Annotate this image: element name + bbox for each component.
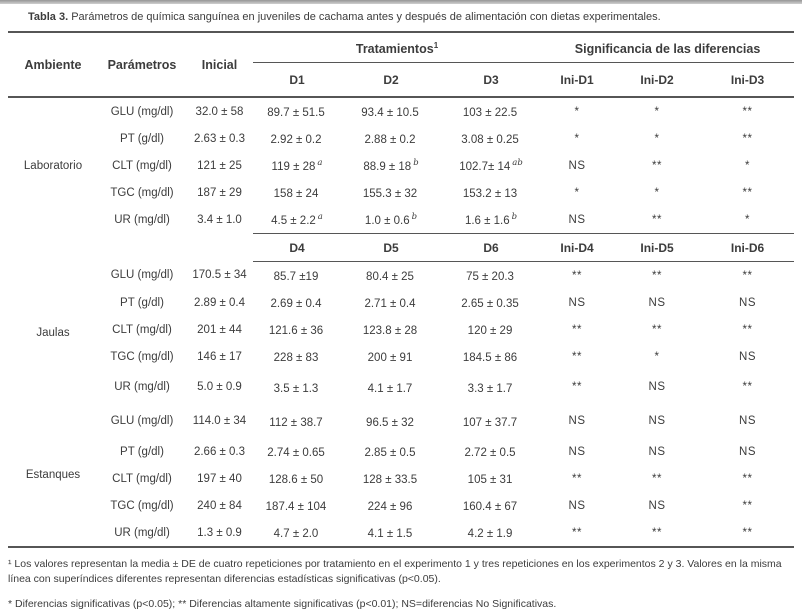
- table-row: [8, 404, 794, 438]
- table-body: [8, 97, 794, 547]
- value-cell-d1: [253, 125, 341, 152]
- value-cell-d3: [441, 206, 541, 234]
- value-cell-d1: [253, 179, 341, 206]
- value: 155.3 ± 32: [362, 188, 418, 201]
- table-row: [8, 465, 794, 492]
- table-caption-text: Parámetros de química sanguínea en juveniles de cachama antes y después de alimentación con dietas experimentales.: [68, 11, 661, 23]
- sig-cell-3: NS: [739, 415, 757, 428]
- superscript: b: [411, 212, 418, 223]
- value: 123.8 ± 28: [362, 325, 418, 338]
- value-cell-d3: [441, 125, 541, 152]
- header-significancia-group: Significancia de las diferencias: [541, 32, 794, 63]
- value: 119 ± 28: [271, 161, 316, 174]
- value-cell-d5: [341, 438, 441, 465]
- value: 3.08 ± 0.25: [461, 134, 519, 147]
- inicial-cell: 146 ± 17: [197, 350, 242, 363]
- value-cell-d1: [253, 152, 341, 179]
- sig-cell-2: **: [652, 159, 662, 172]
- inicial-cell: 1.3 ± 0.9: [186, 519, 253, 547]
- value: 2.74 ± 0.65: [267, 447, 325, 460]
- value: 4.2 ± 1.9: [467, 528, 513, 541]
- inicial-cell: 201 ± 44: [197, 323, 242, 336]
- table-row: [8, 206, 794, 234]
- table-header: [8, 32, 794, 97]
- table-caption: [28, 11, 792, 24]
- sig-cell-1: NS: [568, 499, 586, 512]
- header-d6: D6: [441, 234, 541, 262]
- param-cell: GLU (mg/dl): [110, 105, 174, 118]
- value-cell-d5: [341, 404, 441, 438]
- param-cell: TGC (mg/dl): [110, 186, 174, 199]
- value: 93.4 ± 10.5: [361, 107, 419, 120]
- sig-cell-3: **: [742, 472, 753, 485]
- header-ini-d1: Ini-D1: [541, 63, 613, 98]
- sig-cell-3: NS: [739, 445, 757, 458]
- value-cell-d5: [341, 316, 441, 343]
- table-row: [8, 370, 794, 404]
- sig-cell-1: **: [572, 269, 582, 282]
- sig-cell-2: *: [654, 132, 660, 145]
- value: 160.4 ± 67: [462, 501, 518, 514]
- param-cell: TGC (mg/dl): [110, 499, 174, 512]
- sig-cell-1: NS: [568, 213, 586, 226]
- sig-cell-2: *: [654, 350, 660, 363]
- header-ini-d4: Ini-D4: [541, 234, 613, 262]
- table-row: [8, 316, 794, 343]
- superscript: a: [317, 212, 323, 223]
- header-inicial: Inicial: [186, 32, 253, 97]
- table-row: [8, 262, 794, 290]
- inicial-cell: 121 ± 25: [197, 159, 242, 172]
- sig-cell-1: NS: [568, 415, 586, 428]
- value-cell-d4: [253, 370, 341, 404]
- value: 75 ± 20.3: [466, 271, 514, 284]
- value: 2.69 ± 0.4: [270, 298, 322, 311]
- param-cell: GLU (mg/dl): [110, 269, 174, 282]
- sig-cell-1: **: [572, 323, 582, 336]
- superscript: a: [317, 158, 323, 169]
- sig-cell-3: NS: [739, 350, 757, 363]
- param-cell: PT (g/dl): [120, 132, 164, 145]
- value-cell-d6: [441, 465, 541, 492]
- sig-cell-2: NS: [648, 296, 666, 309]
- value-cell-d4: [253, 519, 341, 547]
- table-row: [8, 97, 794, 125]
- header-d1: D1: [253, 63, 341, 98]
- value: 2.85 ± 0.5: [364, 447, 416, 460]
- inicial-cell: 2.66 ± 0.3: [193, 445, 246, 458]
- sig-cell-2: *: [654, 186, 660, 199]
- value: 1.6 ± 1.6: [464, 215, 510, 228]
- value-cell-d5: [341, 289, 441, 316]
- value-cell-d2: [341, 152, 441, 179]
- inicial-cell: 2.63 ± 0.3: [193, 132, 246, 145]
- header-ini-d6: Ini-D6: [701, 234, 794, 262]
- footnote-2: * Diferencias significativas (p<0.05); ** Diferencias altamente significativas (p<0.01); NS=diferencias No Significativas.: [8, 597, 557, 610]
- param-cell: PT (g/dl): [120, 296, 164, 309]
- sig-cell-1: *: [574, 186, 580, 199]
- sig-cell-2: **: [613, 519, 701, 547]
- param-cell: UR (mg/dl): [114, 381, 170, 394]
- value: 153.2 ± 13: [462, 188, 518, 201]
- table-row: [8, 492, 794, 519]
- value-cell-d6: [441, 316, 541, 343]
- value-cell-d2: [341, 179, 441, 206]
- value: 89.7 ± 51.5: [267, 107, 325, 120]
- value-cell-d6: [441, 262, 541, 290]
- header-d4: D4: [253, 234, 341, 262]
- sig-cell-3: **: [701, 519, 794, 547]
- value: 128.6 ± 50: [268, 474, 324, 487]
- value: 2.92 ± 0.2: [270, 134, 322, 147]
- value: 2.65 ± 0.35: [461, 298, 519, 311]
- table-row: [8, 438, 794, 465]
- sig-cell-1: **: [572, 381, 582, 394]
- value: 112 ± 38.7: [269, 416, 323, 429]
- sig-cell-1: **: [541, 519, 613, 547]
- value: 4.7 ± 2.0: [273, 528, 319, 541]
- superscript: b: [413, 158, 419, 169]
- value: 102.7± 14: [459, 161, 511, 174]
- inicial-cell: 3.4 ± 1.0: [197, 213, 242, 226]
- value-cell-d4: [253, 262, 341, 290]
- inicial-cell: 5.0 ± 0.9: [197, 381, 242, 394]
- value-cell-d6: [441, 289, 541, 316]
- value: 224 ± 96: [367, 501, 413, 514]
- sig-cell-2: NS: [648, 415, 666, 428]
- value: 3.3 ± 1.7: [467, 382, 513, 395]
- value: 2.71 ± 0.4: [364, 298, 416, 311]
- value: 187.4 ± 104: [265, 501, 327, 514]
- sig-cell-1: NS: [568, 445, 586, 458]
- section-label-estanques: Estanques: [8, 404, 98, 547]
- sig-cell-1: **: [572, 350, 582, 363]
- value: 1.0 ± 0.6: [364, 215, 410, 228]
- sig-cell-2: NS: [648, 381, 666, 394]
- value: 96.5 ± 32: [366, 416, 414, 429]
- param-cell: CLT (mg/dl): [112, 472, 172, 485]
- param-cell: TGC (mg/dl): [110, 350, 174, 363]
- value-cell-d6: [441, 404, 541, 438]
- sig-cell-1: *: [574, 132, 580, 145]
- value: 128 ± 33.5: [362, 474, 418, 487]
- sig-cell-3: NS: [739, 296, 757, 309]
- sig-cell-2: **: [652, 269, 662, 282]
- table-row: [8, 179, 794, 206]
- value-cell-d3: [441, 97, 541, 125]
- param-cell: GLU (mg/dl): [110, 415, 174, 428]
- value: 2.72 ± 0.5: [464, 447, 516, 460]
- value: 4.1 ± 1.7: [367, 382, 413, 395]
- section-label-laboratorio: Laboratorio: [23, 159, 83, 172]
- header-ini-d3: Ini-D3: [701, 63, 794, 98]
- footnote-1: ¹ Los valores representan la media ± DE de cuatro repeticiones por tratamiento en el experimento 1 y tres repeticiones en los experimentos 2 y 3. Valores en la misma línea con superíndices diferentes representan diferencias estadísticas significativas (p<0.05).: [8, 558, 782, 585]
- table-row: [8, 289, 794, 316]
- value-cell-d4: [253, 404, 341, 438]
- value-cell-d4: [253, 465, 341, 492]
- header-tratamientos-group: [253, 32, 541, 63]
- table-row: [8, 152, 794, 179]
- value-cell-d5: [341, 370, 441, 404]
- scan-edge-artifact: [0, 0, 802, 4]
- inicial-cell: 2.89 ± 0.4: [193, 296, 246, 309]
- value: 120 ± 29: [467, 325, 513, 338]
- table-caption-label: Tabla 3.: [28, 11, 69, 23]
- header-parametros: Parámetros: [98, 32, 186, 97]
- value-cell-d2: [341, 125, 441, 152]
- header-row-groups: [8, 32, 794, 63]
- subheader-spacer: [8, 234, 253, 262]
- value-cell-d4: [253, 492, 341, 519]
- value: 80.4 ± 25: [366, 271, 414, 284]
- tratamientos-footnote-marker: 1: [433, 41, 439, 51]
- sig-cell-2: **: [652, 472, 662, 485]
- value: 184.5 ± 86: [462, 352, 518, 365]
- sig-cell-3: **: [742, 381, 753, 394]
- value: 4.1 ± 1.5: [367, 528, 413, 541]
- header-ini-d5: Ini-D5: [613, 234, 701, 262]
- value-cell-d2: [341, 97, 441, 125]
- sig-cell-2: **: [652, 213, 662, 226]
- param-cell: CLT (mg/dl): [112, 159, 172, 172]
- value: 121.6 ± 36: [268, 325, 324, 338]
- param-cell: UR (mg/dl): [98, 519, 186, 547]
- inicial-cell: 197 ± 40: [197, 472, 242, 485]
- param-cell: UR (mg/dl): [114, 213, 170, 226]
- sig-cell-1: **: [572, 472, 582, 485]
- value-cell-d3: [441, 179, 541, 206]
- value-cell-d6: [441, 519, 541, 547]
- sig-cell-2: *: [654, 105, 660, 118]
- value: 3.5 ± 1.3: [273, 382, 319, 395]
- value-cell-d6: [441, 343, 541, 370]
- header-d3: D3: [441, 63, 541, 98]
- sig-cell-3: **: [742, 132, 753, 145]
- sig-cell-3: **: [742, 499, 753, 512]
- value-cell-d4: [253, 343, 341, 370]
- table-row: [8, 343, 794, 370]
- value: 228 ± 83: [273, 352, 319, 365]
- superscript: ab: [512, 158, 523, 169]
- value-cell-d5: [341, 492, 441, 519]
- value-cell-d4: [253, 438, 341, 465]
- sig-cell-2: NS: [648, 499, 666, 512]
- header-d2: D2: [341, 63, 441, 98]
- value: 200 ± 91: [367, 352, 413, 365]
- inicial-cell: 170.5 ± 34: [192, 269, 247, 282]
- value-cell-d4: [253, 316, 341, 343]
- header-d5: D5: [341, 234, 441, 262]
- sig-cell-1: NS: [568, 296, 586, 309]
- value: 2.88 ± 0.2: [364, 134, 416, 147]
- value-cell-d6: [441, 370, 541, 404]
- data-table: [8, 31, 794, 548]
- sig-cell-3: *: [745, 159, 751, 172]
- section-label-jaulas: Jaulas: [36, 326, 70, 339]
- value: 4.5 ± 2.2: [271, 215, 316, 228]
- param-cell: PT (g/dl): [120, 445, 164, 458]
- sig-cell-1: *: [574, 105, 580, 118]
- sig-cell-3: *: [745, 213, 751, 226]
- value-cell-d5: [341, 262, 441, 290]
- value-cell-d5: [341, 343, 441, 370]
- value-cell-d4: [253, 289, 341, 316]
- value-cell-d5: [341, 465, 441, 492]
- value: 103 ± 22.5: [462, 107, 518, 120]
- value-cell-d2: [341, 206, 441, 234]
- table-row: [8, 519, 794, 547]
- value: 107 ± 37.7: [462, 416, 518, 429]
- param-cell: CLT (mg/dl): [112, 323, 172, 336]
- sig-cell-3: **: [742, 105, 753, 118]
- subheader-row: [8, 234, 794, 262]
- value-cell-d3: [441, 152, 541, 179]
- superscript: b: [511, 212, 518, 223]
- value-cell-d5: [341, 519, 441, 547]
- sig-cell-3: **: [742, 186, 753, 199]
- table-row: [8, 125, 794, 152]
- header-ini-d2: Ini-D2: [613, 63, 701, 98]
- inicial-cell: 32.0 ± 58: [195, 105, 244, 118]
- value: 88.9 ± 18: [363, 161, 412, 174]
- value-cell-d1: [253, 206, 341, 234]
- value-cell-d1: [253, 97, 341, 125]
- sig-cell-1: NS: [568, 159, 586, 172]
- sig-cell-3: **: [742, 323, 753, 336]
- header-ambiente: Ambiente: [8, 32, 98, 97]
- sig-cell-2: **: [652, 323, 662, 336]
- value-cell-d6: [441, 492, 541, 519]
- sig-cell-3: **: [742, 269, 753, 282]
- sig-cell-2: NS: [648, 445, 666, 458]
- value: 85.7 ±19: [273, 271, 319, 284]
- value-cell-d6: [441, 438, 541, 465]
- inicial-cell: 187 ± 29: [197, 186, 242, 199]
- inicial-cell: 240 ± 84: [197, 499, 242, 512]
- header-tratamientos-label: Tratamientos: [355, 42, 434, 57]
- value: 105 ± 31: [467, 474, 513, 487]
- value: 158 ± 24: [273, 188, 319, 201]
- inicial-cell: 114.0 ± 34: [192, 415, 247, 428]
